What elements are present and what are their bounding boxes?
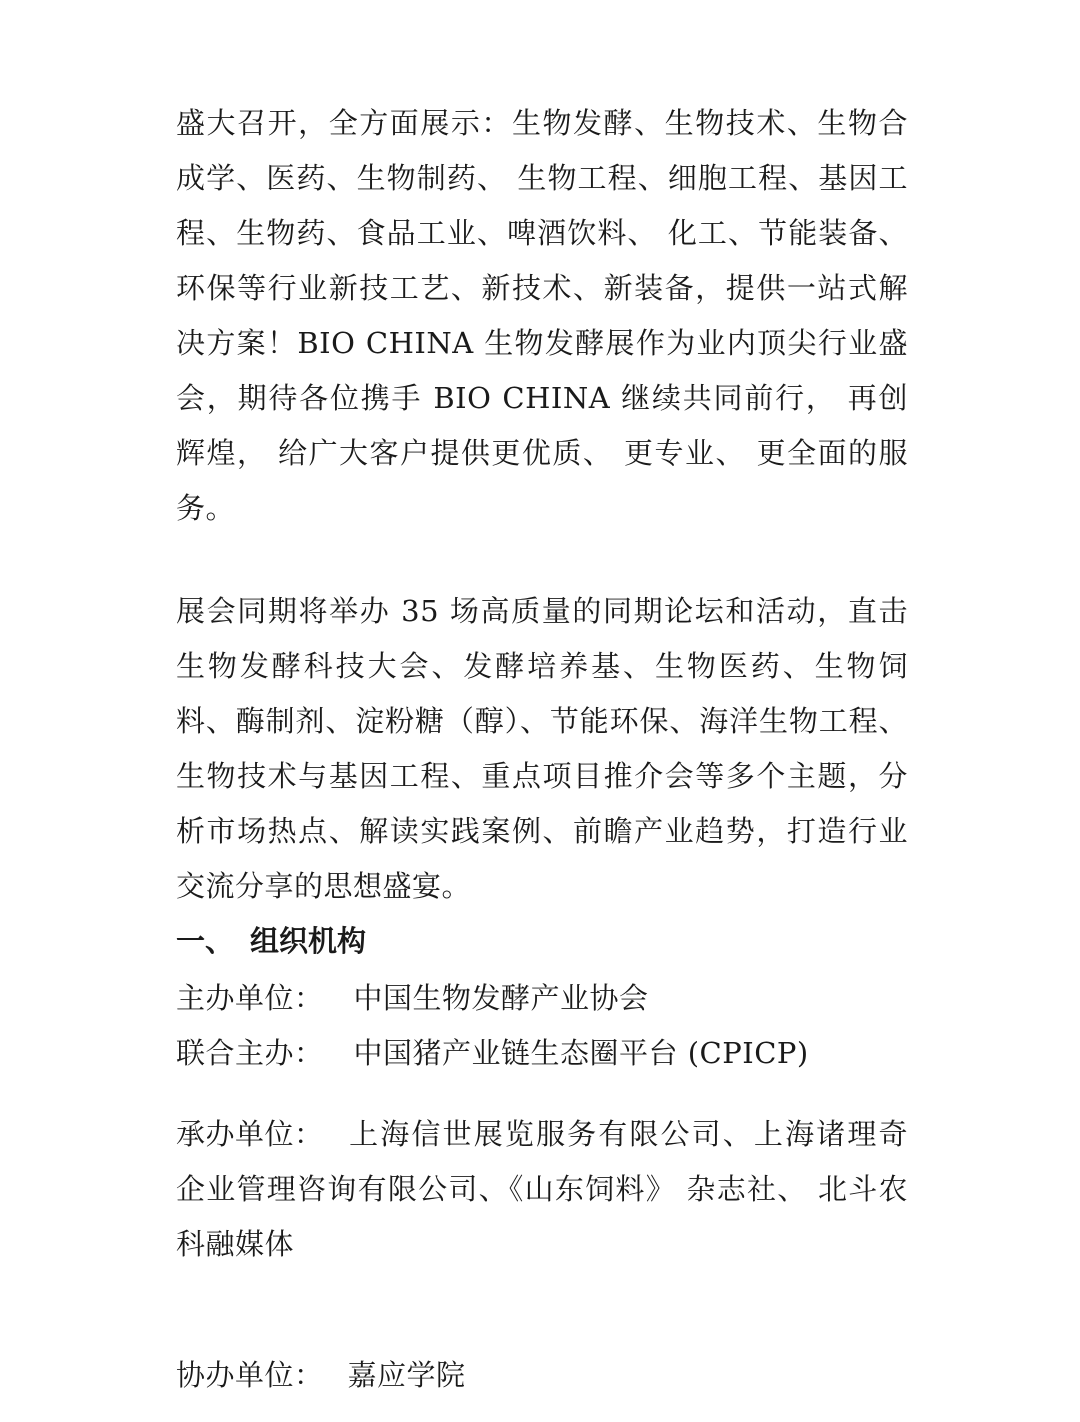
section-heading: [176, 914, 908, 969]
co-host-label: 联合主办：: [176, 1036, 324, 1070]
undertaker-label: 承办单位：: [176, 1117, 324, 1151]
assistant-value: 嘉应学院: [347, 1358, 466, 1392]
host-row: [176, 971, 908, 1026]
host-value: 中国生物发酵产业协会: [353, 981, 649, 1015]
co-host-row: [176, 1026, 908, 1081]
intro-paragraph: 盛大召开，全方面展示：生物发酵、生物技术、生物合成学、医药、生物制药、 生物工程、细胞工程、基因工程、生物药、食品工业、啤酒饮料、 化工、节能装备、环保等行业新技工艺、新技术、新装备，提供一站式解决方案！BIO CHINA 生物发酵展作为业内顶尖行业盛会，期待各位携手 BIO CHINA 继续共同前行， 再创辉煌， 给广大客户提供更优质、 更专业、 更全面的服务。: [176, 106, 908, 525]
co-host-value: 中国猪产业链生态圈平台 (CPICP): [353, 1036, 809, 1070]
undertaker-value: 上海信世展览服务有限公司、上海诸理奇企业管理咨询有限公司、《山东饲料》 杂志社、 北斗农科融媒体: [176, 1117, 908, 1261]
forum-paragraph: 展会同期将举办 35 场高质量的同期论坛和活动，直击生物发酵科技大会、发酵培养基、生物医药、生物饲料、酶制剂、淀粉糖（醇）、节能环保、海洋生物工程、生物技术与基因工程、重点项目推介会等多个主题，分析市场热点、解读实践案例、前瞻产业趋势，打造行业交流分享的思想盛宴。: [176, 594, 908, 903]
undertaker-row: [176, 1107, 908, 1272]
section-number: 一、: [176, 924, 235, 958]
assistant-row: [176, 1348, 908, 1403]
document-page: [176, 96, 908, 1403]
section-title: 组织机构: [250, 924, 367, 958]
assistant-label: 协办单位：: [176, 1358, 324, 1392]
host-label: 主办单位：: [176, 981, 324, 1015]
